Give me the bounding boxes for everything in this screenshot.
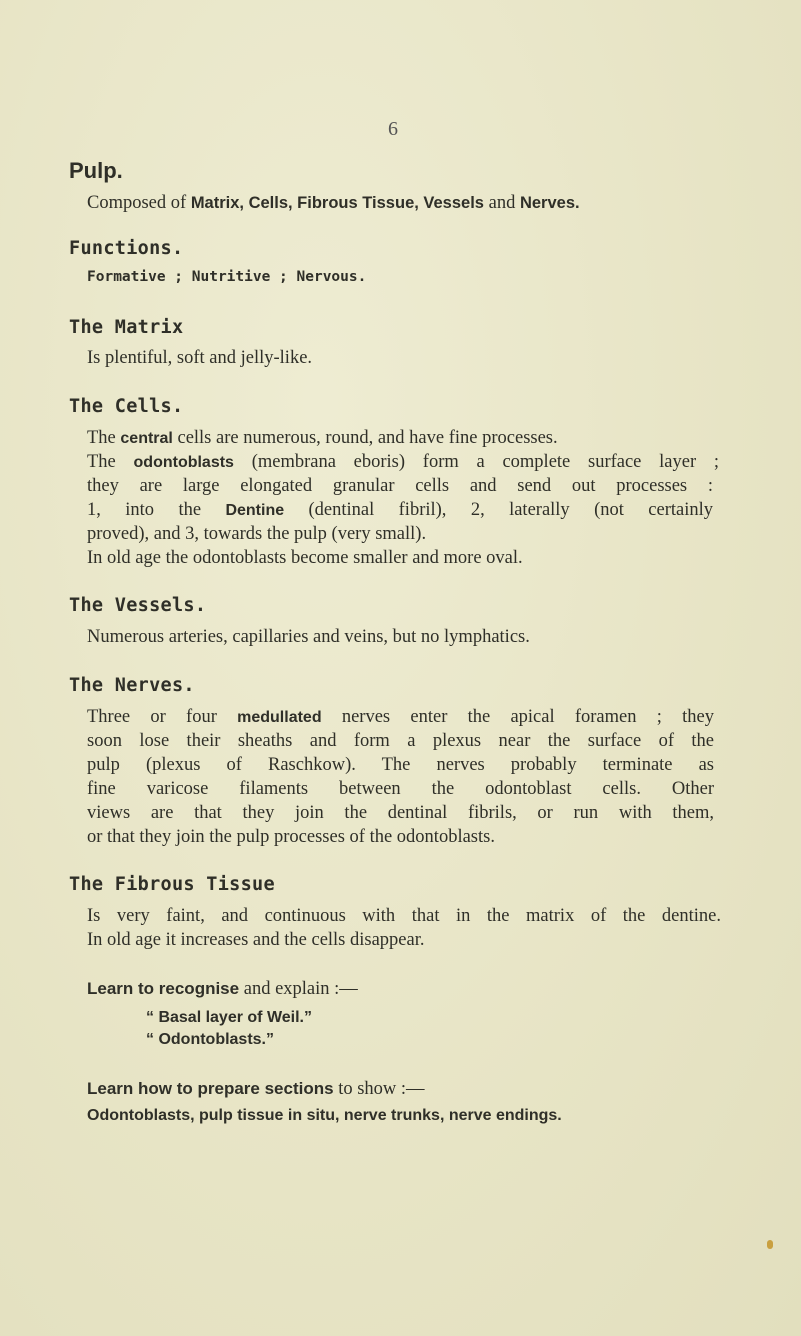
pulp-composition-components: Matrix, Cells, Fibrous Tissue, Vessels [190,194,484,212]
prepare-heading [87,1080,425,1099]
cells-line-4-c: (dentinal fibril), 2, laterally (not certainly [284,500,713,520]
page-number: 6 [388,118,398,140]
cells-line-2-c: (membrana eboris) form a complete surface layer ; [233,452,719,472]
nerves-term-medullated: medullated [237,709,322,726]
nerves-line-1-c: nerves enter the apical foramen ; they [321,707,714,727]
recognise-item-basal-layer: “ Basal layer of Weil.” [146,1009,312,1026]
nerves-line-4: fine varicose filaments between the odontoblast cells. Other [87,779,714,799]
cells-line-4 [87,501,713,520]
pulp-composition-nerves: Nerves. [519,194,580,212]
nerves-line-1 [87,708,714,727]
recognise-heading-bold: Learn to recognise [87,979,240,998]
cells-line-1 [87,429,558,448]
cells-line-3: they are large elongated granular cells and send out processes : [87,476,713,496]
nerves-line-3: pulp (plexus of Raschkow). The nerves probably terminate as [87,755,714,775]
cells-line-2-a: The [87,452,134,472]
cells-heading: The Cells. [69,396,184,417]
cells-line-5: proved), and 3, towards the pulp (very small). [87,524,427,544]
cells-line-1-a: The [87,428,121,448]
prepare-heading-rest: to show :— [333,1079,425,1099]
matrix-text: Is plentiful, soft and jelly-like. [87,348,313,368]
cells-line-1-c: cells are numerous, round, and have fine processes. [172,428,558,448]
functions-items: Formative ; Nutritive ; Nervous. [87,269,367,285]
fibrous-line-2: In old age it increases and the cells disappear. [87,930,425,950]
pulp-composition [87,194,580,213]
recognise-heading-rest: and explain :— [239,979,358,999]
nerves-heading: The Nerves. [69,675,195,696]
recognise-item-odontoblasts: “ Odontoblasts.” [146,1031,274,1048]
pulp-heading: Pulp. [69,158,123,183]
pulp-composition-and: and [483,193,520,213]
functions-heading: Functions. [69,238,184,259]
fibrous-line-1: Is very faint, and continuous with that in the matrix of the dentine. [87,906,721,926]
matrix-heading: The Matrix [69,317,184,338]
prepare-text: Odontoblasts, pulp tissue in situ, nerve trunks, nerve endings. [87,1107,562,1124]
cells-line-4-a: 1, into the [87,500,226,520]
vessels-text: Numerous arteries, capillaries and veins, but no lymphatics. [87,627,530,647]
nerves-line-1-a: Three or four [87,707,238,727]
nerves-line-2: soon lose their sheaths and form a plexus near the surface of the [87,731,714,751]
cells-term-odontoblasts: odontoblasts [133,454,234,471]
pulp-composition-lead: Composed of [87,193,191,213]
fibrous-heading: The Fibrous Tissue [69,874,275,895]
recognise-heading [87,980,358,999]
cells-line-2 [87,453,719,472]
paper-speck [767,1240,773,1249]
cells-line-6: In old age the odontoblasts become smaller and more oval. [87,548,523,568]
cells-term-central: central [120,430,173,447]
nerves-line-6: or that they join the pulp processes of the odontoblasts. [87,827,495,847]
prepare-heading-bold: Learn how to prepare sections [87,1079,334,1098]
vessels-heading: The Vessels. [69,595,207,616]
cells-term-dentine: Dentine [225,502,285,519]
nerves-line-5: views are that they join the dentinal fibrils, or run with them, [87,803,714,823]
